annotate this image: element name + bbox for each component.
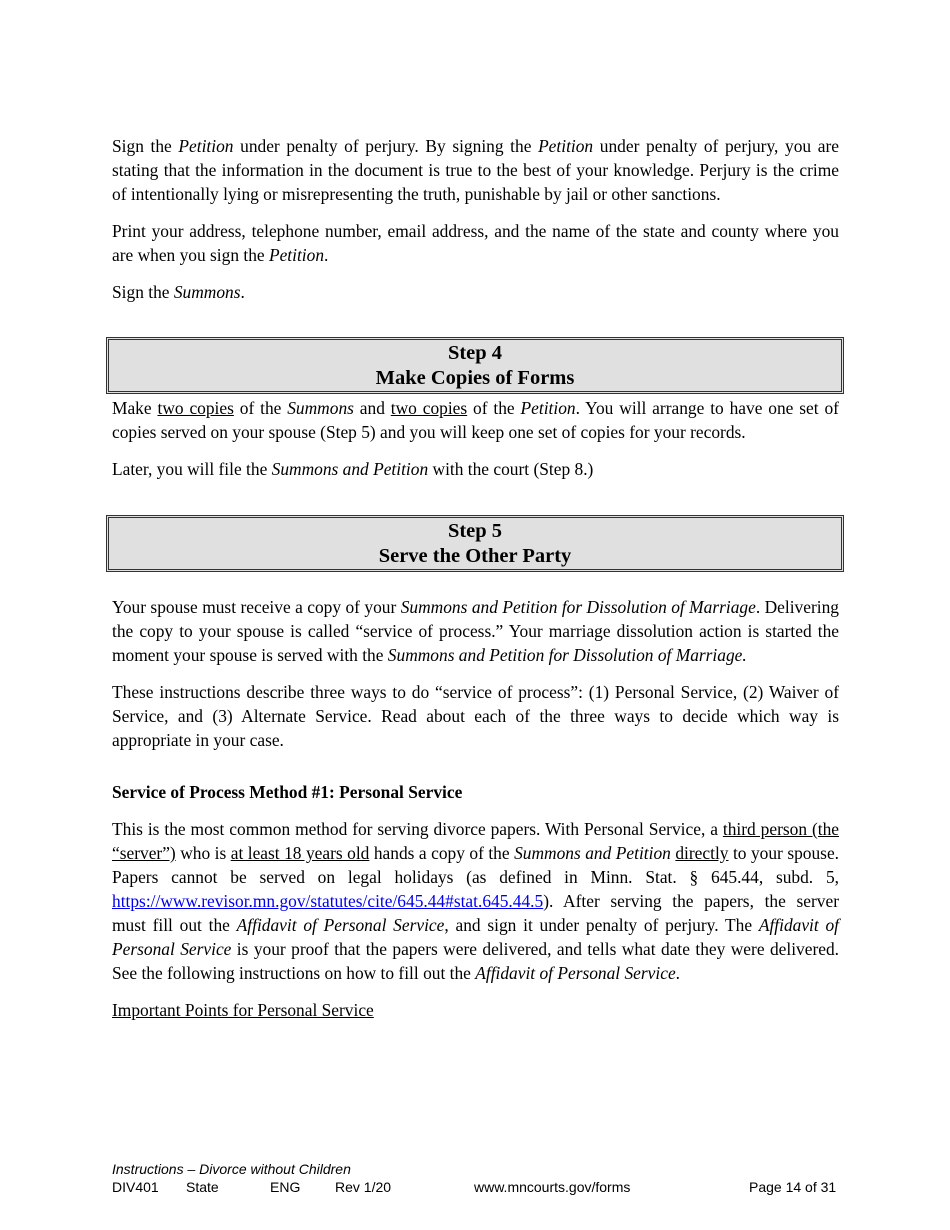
step5-body bbox=[112, 595, 839, 1022]
important-points-heading: Important Points for Personal Service bbox=[112, 1000, 374, 1020]
text-run: . bbox=[324, 245, 329, 265]
italic-text: Petition bbox=[178, 136, 234, 156]
text-run: Print your address, telephone number, email address, and the name of the state and county where you are when you sign the bbox=[112, 221, 839, 265]
underlined-text: directly bbox=[675, 843, 729, 863]
footer-page-number: Page 14 of 31 bbox=[749, 1179, 837, 1195]
italic-text: Summons and Petition for Dissolution of Marriage bbox=[400, 597, 756, 617]
text-run: . bbox=[675, 963, 681, 983]
text-run: These instructions describe three ways to do “service of process”: (1) Personal Service, (2) Waiver of Service, and (3) Alternate Service. Read about each of the three ways to decide which way is appropriate in your case. bbox=[112, 682, 839, 750]
footer-website: www.mncourts.gov/forms bbox=[474, 1179, 631, 1195]
text-run: Your spouse must receive a copy of your bbox=[112, 597, 401, 617]
italic-text: Summons and Petition bbox=[271, 459, 429, 479]
text-run: . You will arrange to have one set of copies served on your spouse (Step 5) and you will keep one set of copies for your records. bbox=[112, 398, 839, 442]
step4-body bbox=[112, 396, 839, 481]
text-run: under penalty of perjury, you are stating that the information in the document is true to the best of your knowledge. Perjury is the crime of intentionally lying or misrepresenting the truth, punishable by jail or other sanctions. bbox=[112, 136, 839, 204]
step4-paragraph-copies bbox=[112, 396, 839, 444]
step5-paragraph-three-ways bbox=[112, 680, 839, 752]
text-run: This is the most common method for serving divorce papers. With Personal Service, a bbox=[112, 819, 723, 839]
italic-text: Summons bbox=[287, 398, 354, 418]
italic-text: Petition bbox=[520, 398, 576, 418]
italic-text: Petition bbox=[538, 136, 594, 156]
text-run: with the court (Step 8.) bbox=[428, 459, 594, 479]
document-body bbox=[112, 134, 839, 304]
text-run: to your spouse. Papers cannot be served on legal holidays (as defined in Minn. Stat. § 645.44, subd. 5, bbox=[112, 843, 840, 887]
text-run: is your proof that the papers were delivered, and tells what date they were delivered. See the following instructions on how to fill out the bbox=[112, 939, 839, 983]
text-run: who is bbox=[175, 843, 231, 863]
underlined-text: at least 18 years old bbox=[230, 843, 370, 863]
italic-text: Summons bbox=[173, 282, 241, 302]
text-run: . bbox=[240, 282, 245, 302]
method1-heading: Service of Process Method #1: Personal Service bbox=[112, 782, 463, 802]
underlined-text: two copies bbox=[390, 398, 468, 418]
method1-paragraph bbox=[112, 817, 839, 985]
statute-link[interactable]: https://www.revisor.mn.gov/statutes/cite/645.44#stat.645.44.5 bbox=[112, 891, 544, 911]
text-run: hands a copy of the bbox=[369, 843, 515, 863]
text-run: of the bbox=[467, 398, 521, 418]
text-run: Later, you will file the bbox=[112, 459, 272, 479]
footer-revision: Rev 1/20 bbox=[335, 1179, 392, 1195]
text-run: and bbox=[353, 398, 391, 418]
intro-paragraph-sign-petition bbox=[112, 134, 839, 206]
footer-language: ENG bbox=[270, 1179, 301, 1195]
text-run: ). After serving the papers, the server must fill out the bbox=[112, 891, 839, 935]
italic-text: Petition bbox=[268, 245, 325, 265]
step5-header bbox=[106, 515, 844, 572]
step4-number: Step 4 bbox=[447, 342, 503, 364]
footer-form-id: DIV401 bbox=[112, 1179, 159, 1195]
text-run: Make bbox=[112, 398, 158, 418]
footer-jurisdiction: State bbox=[186, 1179, 219, 1195]
text-run: . Delivering the copy to your spouse is called “service of process.” Your marriage dissolution action is started the moment your spouse is served with the bbox=[112, 597, 839, 665]
text-run: Sign the bbox=[112, 136, 179, 156]
step5-number: Step 5 bbox=[447, 520, 503, 542]
italic-text: Summons and Petition bbox=[514, 843, 671, 863]
intro-paragraph-print-address bbox=[112, 219, 839, 267]
text-run: Sign the bbox=[112, 282, 174, 302]
underlined-text: two copies bbox=[157, 398, 234, 418]
intro-paragraph-sign-summons bbox=[112, 280, 839, 304]
italic-text: Affidavit of Personal Service bbox=[475, 963, 676, 983]
footer-row bbox=[112, 1178, 839, 1196]
text-run: , and sign it under penalty of perjury. The bbox=[444, 915, 759, 935]
italic-text: Affidavit of Personal Service bbox=[236, 915, 445, 935]
page-footer bbox=[112, 1160, 839, 1196]
step4-paragraph-file bbox=[112, 457, 839, 481]
text-run: under penalty of perjury. By signing the bbox=[233, 136, 539, 156]
step5-title: Serve the Other Party bbox=[378, 545, 572, 567]
underlined-text: third person (the “server”) bbox=[112, 819, 839, 863]
italic-text: Summons and Petition for Dissolution of Marriage. bbox=[387, 645, 747, 665]
italic-text: Affidavit of Personal Service bbox=[112, 915, 840, 959]
step4-title: Make Copies of Forms bbox=[375, 367, 575, 389]
step4-header bbox=[106, 337, 844, 394]
step5-paragraph-receive bbox=[112, 595, 839, 667]
text-run: of the bbox=[233, 398, 288, 418]
footer-doc-title: Instructions – Divorce without Children bbox=[112, 1161, 351, 1177]
